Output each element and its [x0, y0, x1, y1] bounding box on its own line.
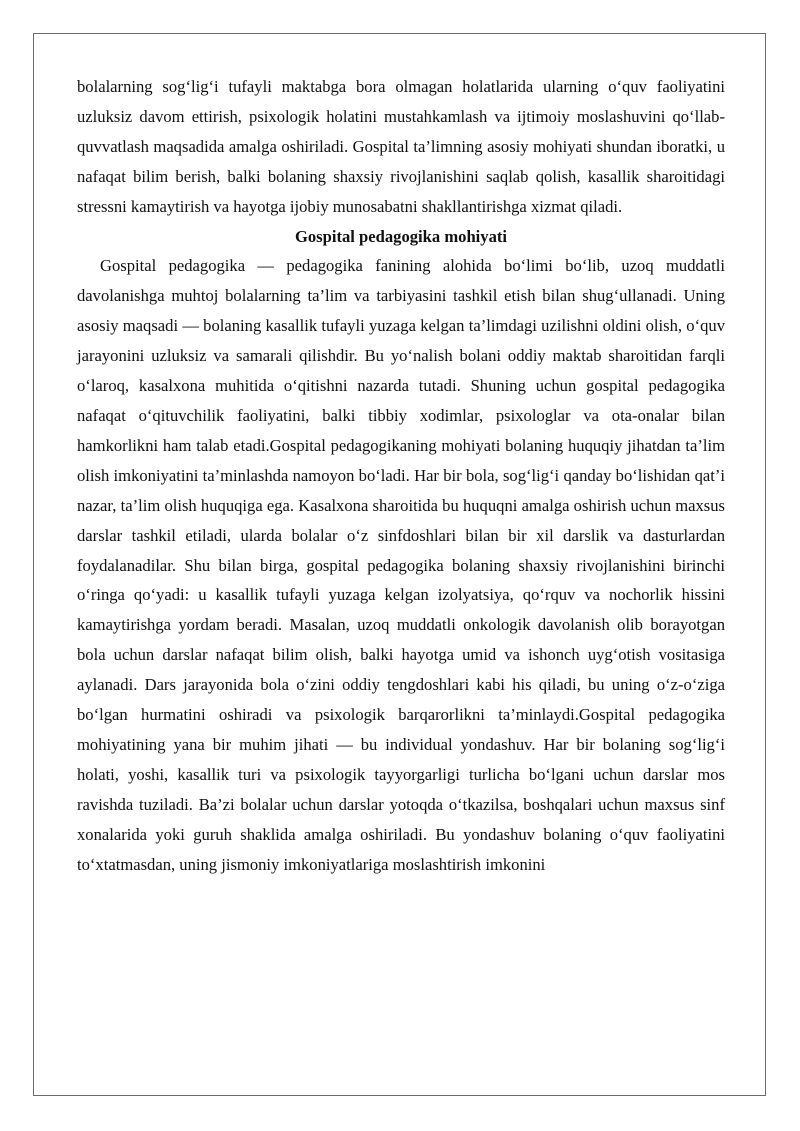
intro-paragraph: bolalarning sog‘lig‘i tufayli maktabga bora olmagan holatlarida ularning o‘quv faoliyatini uzluksiz davom ettirish, psixologik holatini mustahkamlash va ijtimoiy moslashuvini qo‘llab-quvvatlash maqsadida amalga oshiriladi. Gospital ta’limning asosiy mohiyati shundan iboratki, u nafaqat bilim berish, balki bolaning shaxsiy rivojlanishini saqlab qolish, kasallik sharoitidagi stressni kamaytirish va hayotga ijobiy munosabatni shakllantirishga xizmat qiladi.	[77, 77, 725, 216]
section-heading: Gospital pedagogika mohiyati	[294, 226, 508, 246]
document-body	[77, 72, 725, 879]
body-paragraph: Gospital pedagogika — pedagogika fanining alohida bo‘limi bo‘lib, uzoq muddatli davolanishga muhtoj bolalarning ta’lim va tarbiyasini tashkil etish bilan shug‘ullanadi. Uning asosiy maqsadi — bolaning kasallik tufayli yuzaga kelgan ta’limdagi uzilishni oldini olish, o‘quv jarayonini uzluksiz va samarali qilishdir. Bu yo‘nalish bolani oddiy maktab sharoitidan farqli o‘laroq, kasalxona muhitida o‘qitishni nazarda tutadi. Shuning uchun gospital pedagogika nafaqat o‘qituvchilik faoliyatini, balki tibbiy xodimlar, psixologlar va ota-onalar bilan hamkorlikni ham talab etadi.Gospital pedagogikaning mohiyati bolaning huquqiy jihatdan ta’lim olish imkoniyatini ta’minlashda namoyon bo‘ladi. Har bir bola, sog‘lig‘i qanday bo‘lishidan qat’i nazar, ta’lim olish huquqiga ega. Kasalxona sharoitida bu huquqni amalga oshirish uchun maxsus darslar tashkil etiladi, ularda bolalar o‘z sinfdoshlari bilan bir xil darslik va dasturlardan foydalanadilar. Shu bilan birga, gospital pedagogika bolaning shaxsiy rivojlanishini birinchi o‘ringa qo‘yadi: u kasallik tufayli yuzaga kelgan izolyatsiya, qo‘rquv va nochorlik hissini kamaytirishga yordam beradi. Masalan, uzoq muddatli onkologik davolanish olib borayotgan bola uchun darslar nafaqat bilim olish, balki hayotga umid va ishonch uyg‘otish vositasiga aylanadi. Dars jarayonida bola o‘zini oddiy tengdoshlari kabi his qiladi, bu uning o‘z-o‘ziga bo‘lgan hurmatini oshiradi va psixologik barqarorlikni ta’minlaydi.Gospital pedagogika mohiyatining yana bir muhim jihati — bu individual yondashuv. Har bir bolaning sog‘lig‘i holati, yoshi, kasallik turi va psixologik tayyorgarligi turlicha bo‘lgani uchun darslar mos ravishda tuziladi. Ba’zi bolalar uchun darslar yotoqda o‘tkazilsa, boshqalari uchun maxsus sinf xonalarida yoki guruh shaklida amalga oshiriladi. Bu yondashuv bolaning o‘quv faoliyatini to‘xtatmasdan, uning jismoniy imkoniyatlariga moslashtirish imkonini	[77, 256, 725, 874]
